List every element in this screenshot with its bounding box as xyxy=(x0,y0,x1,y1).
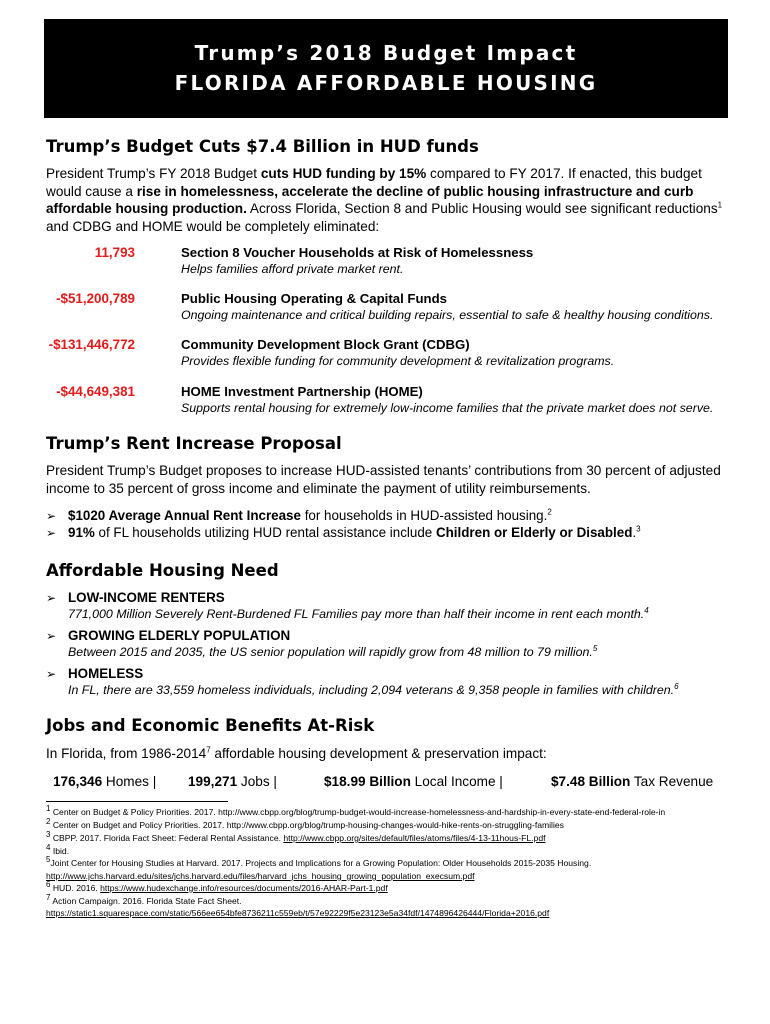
section-heading-housing-need: Affordable Housing Need xyxy=(46,561,279,580)
section8-title: Section 8 Voucher Households at Risk of Homelessness xyxy=(181,245,534,260)
section8-amount: 11,793 xyxy=(94,245,135,260)
footnote-5: $^5$Joint Center for Housing Studies at Harvard. 2017. Projects and Implications for a Growing Population: Older Households 2015-2035 Housing. xyxy=(46,855,592,868)
section-heading-rent-increase: Trump’s Rent Increase Proposal xyxy=(46,434,342,453)
footnote-5-link[interactable]: http://www.jchs.harvard.edu/sites/jchs.harvard.edu/files/harvard_jchs_housing_growing_population_execsum.pdf xyxy=(46,871,475,881)
public-housing-amount: -$51,200,789 xyxy=(56,291,135,306)
rent-increase-paragraph: President Trump’s Budget proposes to increase HUD-assisted tenants’ contributions from 30 percent of adjusted income to 35 percent of gross income and eliminate the payment of utility reimbursements. xyxy=(46,463,721,496)
public-housing-title: Public Housing Operating & Capital Funds xyxy=(181,291,447,306)
need-homeless-description: In FL, there are 33,559 homeless individuals, including 2,094 veterans & 9,358 people in families with children.$^6$ xyxy=(68,681,679,697)
footnote-7-link[interactable]: https://static1.squarespace.com/static/566ee654bfe8736211c559eb/t/57e92229f5e23123e5a34fdf/1474896426444/Florida+2016.pdf xyxy=(46,908,550,918)
need-elderly-description: Between 2015 and 2035, the US senior population will rapidly grow from 48 million to 79 million.$^5$ xyxy=(68,643,598,659)
footnote-3: $^3$ CBPP. 2017. Florida Fact Sheet: Federal Rental Assistance. http://www.cbpp.org/sites/default/files/atoms/files/4-13-11hous-FL.pdf xyxy=(46,830,546,843)
section-heading-budget-cuts: Trump’s Budget Cuts $7.4 Billion in HUD funds xyxy=(46,137,479,156)
footnote-divider xyxy=(46,801,228,802)
title-line-1: Trump’s 2018 Budget Impact xyxy=(194,41,578,65)
home-amount: -$44,649,381 xyxy=(56,384,135,399)
footnote-6-link[interactable]: https://www.hudexchange.info/resources/documents/2016-AHAR-Part-1.pdf xyxy=(100,883,388,893)
arrow-bullet-icon: ➢ xyxy=(46,526,57,540)
section8-description: Helps families afford private market rent. xyxy=(181,262,404,276)
stat-homes: 176,346 Homes | xyxy=(53,774,157,789)
home-description: Supports rental housing for extremely low-income families that the private market does not serve. xyxy=(181,401,714,415)
arrow-bullet-icon: ➢ xyxy=(46,629,57,643)
footnote-7: $^7$ Action Campaign. 2016. Florida State Fact Sheet. xyxy=(46,893,242,906)
footnote-7-link-line xyxy=(46,908,549,919)
footnote-1: $^1$ Center on Budget & Policy Priorities. 2017. http://www.cbpp.org/blog/trump-budget-would-increase-homelessness-and-hardship-in-every-state-end-federal-role-in xyxy=(46,804,666,817)
rent-increase-bullet-2: ➢ 91% of FL households utilizing HUD rental assistance include Children or Elderly or Disabled.$^3$ xyxy=(46,524,641,540)
footnote-4: $^4$ Ibid. xyxy=(46,843,70,856)
budget-cuts-paragraph: President Trump’s FY 2018 Budget cuts HUD funding by 15% compared to FY 2017. If enacted, this budget would cause a rise in homelessness, accelerate the decline of public housing infrastructure and curb affordable housing production. Across Florida, Section 8 and Public Housing would see significant reductions$^1$ and CDBG and HOME would be completely eliminated: xyxy=(46,166,723,234)
cdbg-amount: -$131,446,772 xyxy=(48,337,135,352)
need-bullet-low-income: ➢ LOW-INCOME RENTERS xyxy=(46,590,225,605)
arrow-bullet-icon: ➢ xyxy=(46,509,57,523)
jobs-intro: In Florida, from 1986-2014$^7$ affordable housing development & preservation impact: xyxy=(46,745,547,761)
need-low-income-description: 771,000 Million Severely Rent-Burdened FL Families pay more than half their income in rent each month.$^4$ xyxy=(68,605,649,621)
cdbg-description: Provides flexible funding for community development & revitalization programs. xyxy=(181,354,615,368)
footnote-3-link[interactable]: http://www.cbpp.org/sites/default/files/atoms/files/4-13-11hous-FL.pdf xyxy=(283,833,546,843)
need-bullet-homeless: ➢ HOMELESS xyxy=(46,666,144,681)
public-housing-description: Ongoing maintenance and critical building repairs, essential to safe & healthy housing conditions. xyxy=(181,308,714,322)
title-banner xyxy=(44,19,728,118)
cdbg-title: Community Development Block Grant (CDBG) xyxy=(181,337,470,352)
home-title: HOME Investment Partnership (HOME) xyxy=(181,384,423,399)
rent-increase-bullet-1: ➢ $1020 Average Annual Rent Increase for households in HUD-assisted housing.$^2$ xyxy=(46,507,552,523)
stat-local-income: $18.99 Billion Local Income | xyxy=(324,774,503,789)
footnote-5-link-line xyxy=(46,871,475,882)
footnote-6: $^6$ HUD. 2016. https://www.hudexchange.info/resources/documents/2016-AHAR-Part-1.pdf xyxy=(46,880,388,893)
stat-tax-revenue: $7.48 Billion Tax Revenue xyxy=(551,774,714,789)
footnote-2: $^2$ Center on Budget and Policy Priorities. 2017. http://www.cbpp.org/blog/trump-housing-changes-would-hike-rents-on-struggling-families xyxy=(46,817,564,830)
section-heading-jobs: Jobs and Economic Benefits At-Risk xyxy=(46,716,375,735)
arrow-bullet-icon: ➢ xyxy=(46,591,57,605)
need-bullet-elderly: ➢ GROWING ELDERLY POPULATION xyxy=(46,628,291,643)
stat-jobs: 199,271 Jobs | xyxy=(188,774,277,789)
title-line-2: FLORIDA AFFORDABLE HOUSING xyxy=(174,71,598,95)
arrow-bullet-icon: ➢ xyxy=(46,667,57,681)
